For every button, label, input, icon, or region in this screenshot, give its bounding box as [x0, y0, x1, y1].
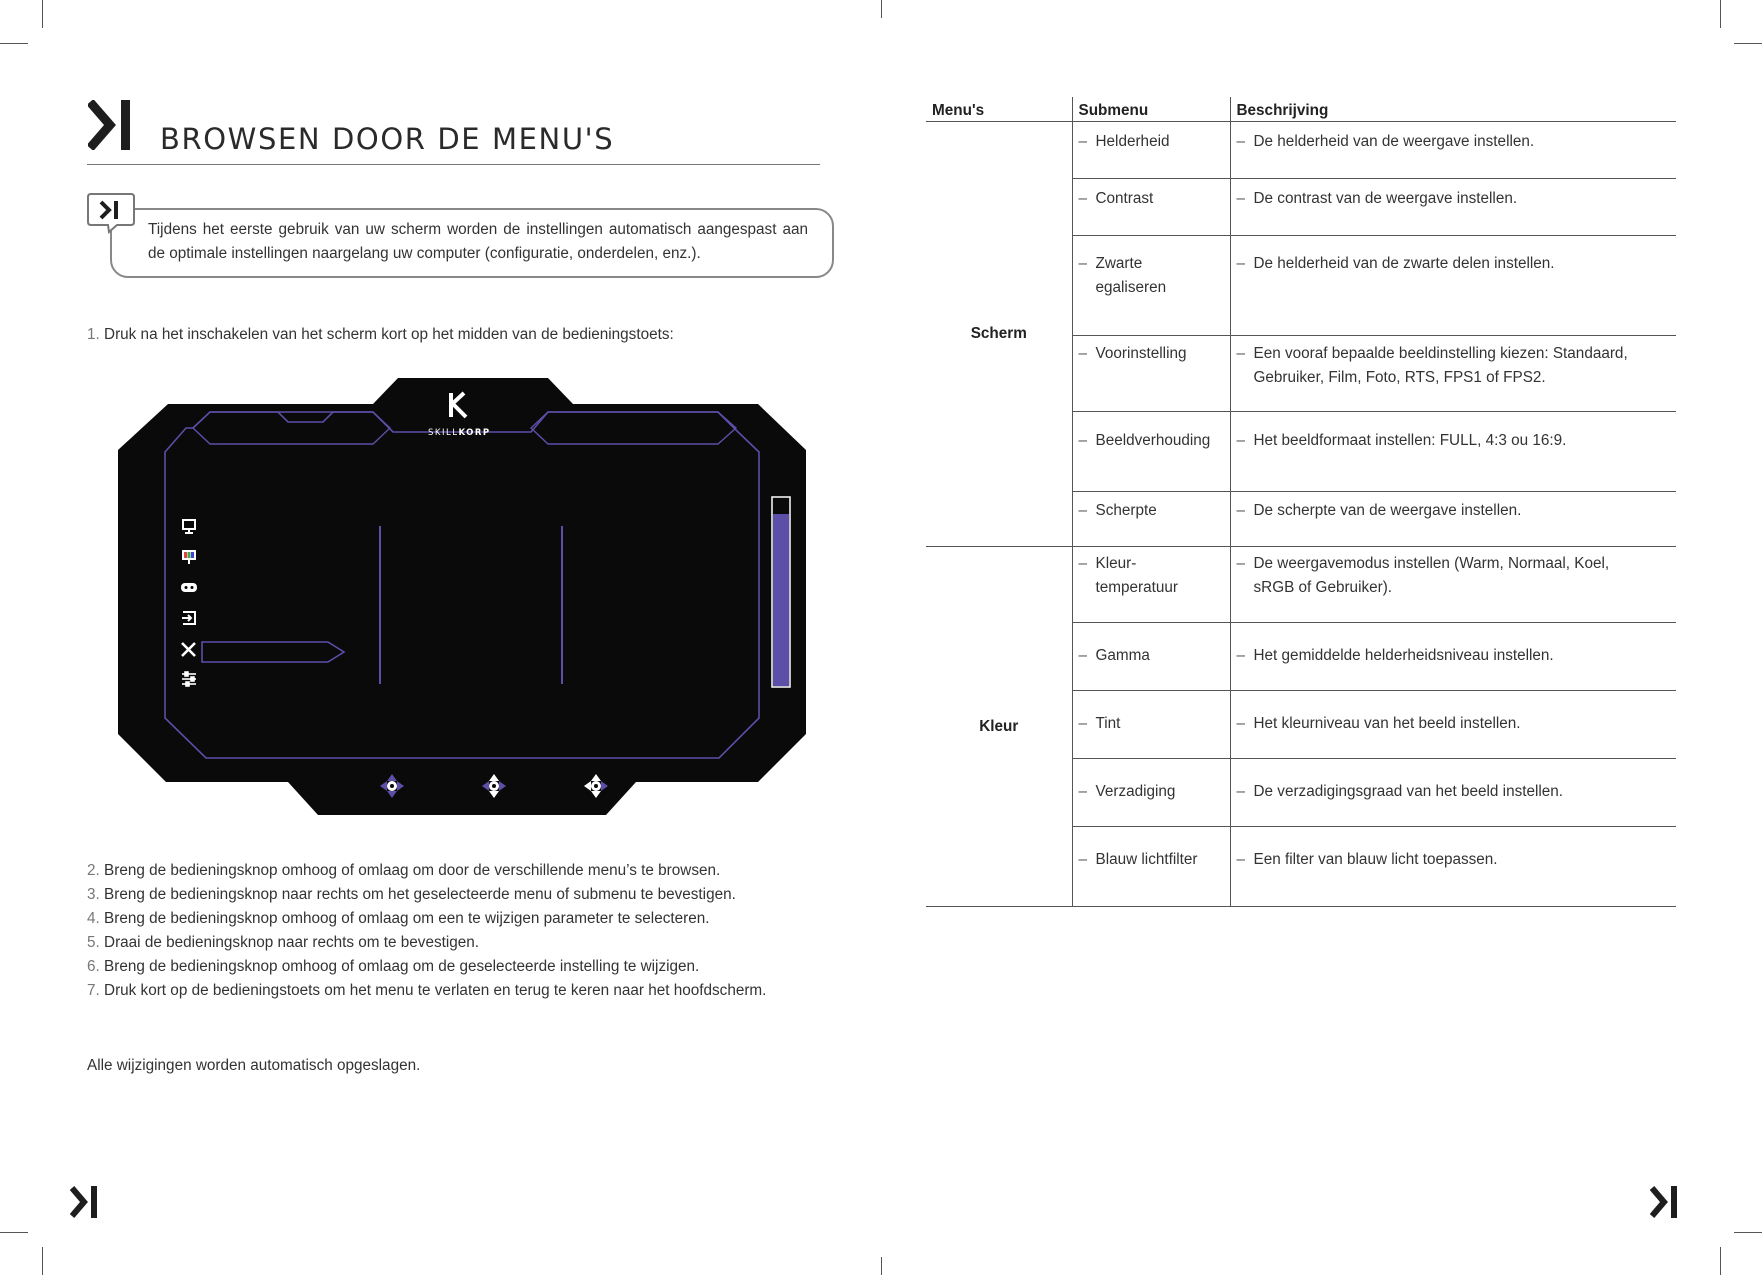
- dash-marker: –: [1236, 345, 1246, 362]
- submenu-cell: [1072, 236, 1230, 336]
- header-submenu: Submenu: [1072, 97, 1230, 122]
- description-cell: [1230, 412, 1676, 492]
- description-cell: [1230, 179, 1676, 236]
- dash-marker: –: [1236, 502, 1246, 519]
- osd-brand-text: [428, 428, 491, 438]
- table-row: [926, 547, 1676, 623]
- dash-marker: –: [1236, 715, 1246, 732]
- dash-marker: –: [1236, 851, 1246, 868]
- step-number: 4.: [87, 910, 100, 927]
- step-text: Druk kort op de bedieningstoets om het menu te verlaten en terug te keren naar het hoofdscherm.: [104, 982, 767, 999]
- description-text: De verzadigingsgraad van het beeld instellen.: [1253, 783, 1564, 800]
- description-text: De contrast van de weergave instellen.: [1253, 190, 1518, 207]
- description-text: Gebruiker, Film, Foto, RTS, FPS1 of FPS2.: [1253, 369, 1546, 386]
- description-text: Het beeldformaat instellen: FULL, 4:3 ou 16:9.: [1253, 432, 1567, 449]
- footer-logo-icon: [1650, 1186, 1680, 1218]
- step-text: Breng de bedieningsknop omhoog of omlaag om door de verschillende menu’s te browsen.: [104, 862, 721, 879]
- step-number: 2.: [87, 862, 100, 879]
- table-header-row: [926, 97, 1676, 122]
- submenu-label: egaliseren: [1095, 279, 1167, 296]
- sliders-icon: [182, 672, 196, 686]
- dash-marker: –: [1078, 190, 1088, 207]
- dash-marker: –: [1078, 432, 1088, 449]
- crop-mark: [1720, 0, 1721, 28]
- step-number: 5.: [87, 934, 100, 951]
- dash-marker: –: [1236, 255, 1246, 272]
- step-text: Druk na het inschakelen van het scherm kort op het midden van de bedieningstoets:: [104, 326, 674, 343]
- dash-marker: –: [1236, 432, 1246, 449]
- description-cell: [1230, 691, 1676, 759]
- dash-marker: –: [1236, 783, 1246, 800]
- submenu-label: Voorinstelling: [1095, 345, 1187, 362]
- instruction-list: [87, 859, 766, 1003]
- description-text: De helderheid van de weergave instellen.: [1253, 133, 1535, 150]
- description-cell: [1230, 623, 1676, 691]
- osd-brand-prefix: SKILL: [428, 428, 459, 438]
- instruction-step: [87, 883, 766, 907]
- instruction-step: [87, 931, 766, 955]
- page-title: BROWSEN DOOR DE MENU'S: [160, 122, 615, 156]
- instruction-step: [87, 859, 766, 883]
- submenu-label: Zwarte: [1095, 255, 1143, 272]
- step-text: Breng de bedieningsknop omhoog of omlaag om een te wijzigen parameter te selecteren.: [104, 910, 710, 927]
- submenu-label: Kleur-: [1095, 555, 1137, 572]
- submenu-cell: [1072, 547, 1230, 623]
- menu-group-label: Kleur: [926, 547, 1072, 907]
- dash-marker: –: [1078, 133, 1088, 150]
- osd-menu-illustration: [118, 378, 808, 818]
- instruction-step-1: [87, 326, 674, 344]
- crop-mark: [1734, 1232, 1762, 1233]
- step-number: 3.: [87, 886, 100, 903]
- footer-logo-icon: [70, 1186, 100, 1218]
- crop-mark: [1720, 1247, 1721, 1275]
- note-text: Tijdens het eerste gebruik van uw scherm worden de instellingen automatisch aangespast aan de optimale instellingen naargelang uw computer (configuratie, onderdelen, enz.).: [148, 221, 808, 262]
- crop-mark: [881, 1257, 882, 1275]
- step-text: Draai de bedieningsknop naar rechts om te bevestigen.: [104, 934, 480, 951]
- dash-marker: –: [1236, 190, 1246, 207]
- dash-marker: –: [1236, 555, 1246, 572]
- menu-group-label: Scherm: [926, 122, 1072, 547]
- crop-mark: [0, 43, 28, 44]
- step-number: 6.: [87, 958, 100, 975]
- submenu-cell: [1072, 492, 1230, 547]
- menu-table-wrapper: [926, 97, 1676, 907]
- description-cell: [1230, 236, 1676, 336]
- submenu-label: Gamma: [1095, 647, 1150, 664]
- submenu-label: Tint: [1095, 715, 1121, 732]
- description-text: Een filter van blauw licht toepassen.: [1253, 851, 1498, 868]
- description-cell: [1230, 547, 1676, 623]
- header-description: Beschrijving: [1230, 97, 1676, 122]
- dash-marker: –: [1078, 783, 1088, 800]
- description-text: De weergavemodus instellen (Warm, Normaal, Koel,: [1253, 555, 1610, 572]
- description-text: Het gemiddelde helderheidsniveau instellen.: [1253, 647, 1554, 664]
- submenu-label: Contrast: [1095, 190, 1154, 207]
- crop-mark: [0, 1232, 28, 1233]
- submenu-label: Scherpte: [1095, 502, 1157, 519]
- description-cell: [1230, 336, 1676, 412]
- osd-brand-suffix: KORP: [458, 428, 491, 438]
- brand-logo-icon: [88, 100, 134, 150]
- submenu-label: temperatuur: [1095, 579, 1178, 596]
- description-text: Een vooraf bepaalde beeldinstelling kiezen: Standaard,: [1253, 345, 1628, 362]
- autosave-note: Alle wijzigingen worden automatisch opgeslagen.: [87, 1057, 421, 1074]
- submenu-label: Helderheid: [1095, 133, 1170, 150]
- dash-marker: –: [1078, 851, 1088, 868]
- step-number: 7.: [87, 982, 100, 999]
- table-row: [926, 122, 1676, 179]
- dash-marker: –: [1236, 133, 1246, 150]
- dash-marker: –: [1078, 255, 1088, 272]
- title-divider: [87, 164, 820, 165]
- submenu-cell: [1072, 179, 1230, 236]
- instruction-step: [87, 907, 766, 931]
- osd-scrollbar-thumb: [773, 514, 789, 686]
- gamepad-icon: [181, 583, 197, 592]
- description-text: sRGB of Gebruiker).: [1253, 579, 1393, 596]
- crop-mark: [42, 1247, 43, 1275]
- submenu-cell: [1072, 827, 1230, 907]
- dash-marker: –: [1078, 647, 1088, 664]
- menu-table: [926, 97, 1676, 907]
- submenu-cell: [1072, 691, 1230, 759]
- dash-marker: –: [1078, 345, 1088, 362]
- description-text: Het kleurniveau van het beeld instellen.: [1253, 715, 1521, 732]
- step-text: Breng de bedieningsknop naar rechts om het geselecteerde menu of submenu te bevestigen.: [104, 886, 736, 903]
- note-bubble-icon: [87, 192, 137, 234]
- submenu-cell: [1072, 412, 1230, 492]
- submenu-label: Beeldverhouding: [1095, 432, 1211, 449]
- dash-marker: –: [1078, 502, 1088, 519]
- dash-marker: –: [1078, 715, 1088, 732]
- submenu-label: Blauw lichtfilter: [1095, 851, 1198, 868]
- submenu-cell: [1072, 759, 1230, 827]
- dash-marker: –: [1236, 647, 1246, 664]
- description-text: De scherpte van de weergave instellen.: [1253, 502, 1522, 519]
- description-cell: [1230, 827, 1676, 907]
- crop-mark: [881, 0, 882, 18]
- description-text: De helderheid van de zwarte delen instellen.: [1253, 255, 1555, 272]
- header-menu: Menu's: [926, 97, 1072, 122]
- description-cell: [1230, 492, 1676, 547]
- description-cell: [1230, 759, 1676, 827]
- crop-mark: [42, 0, 43, 28]
- step-text: Breng de bedieningsknop omhoog of omlaag om de geselecteerde instelling te wijzigen.: [104, 958, 700, 975]
- step-number: 1.: [87, 326, 100, 343]
- submenu-cell: [1072, 623, 1230, 691]
- dash-marker: –: [1078, 555, 1088, 572]
- crop-mark: [1734, 43, 1762, 44]
- submenu-cell: [1072, 122, 1230, 179]
- submenu-cell: [1072, 336, 1230, 412]
- description-cell: [1230, 122, 1676, 179]
- instruction-step: [87, 955, 766, 979]
- submenu-label: Verzadiging: [1095, 783, 1176, 800]
- instruction-step: [87, 979, 766, 1003]
